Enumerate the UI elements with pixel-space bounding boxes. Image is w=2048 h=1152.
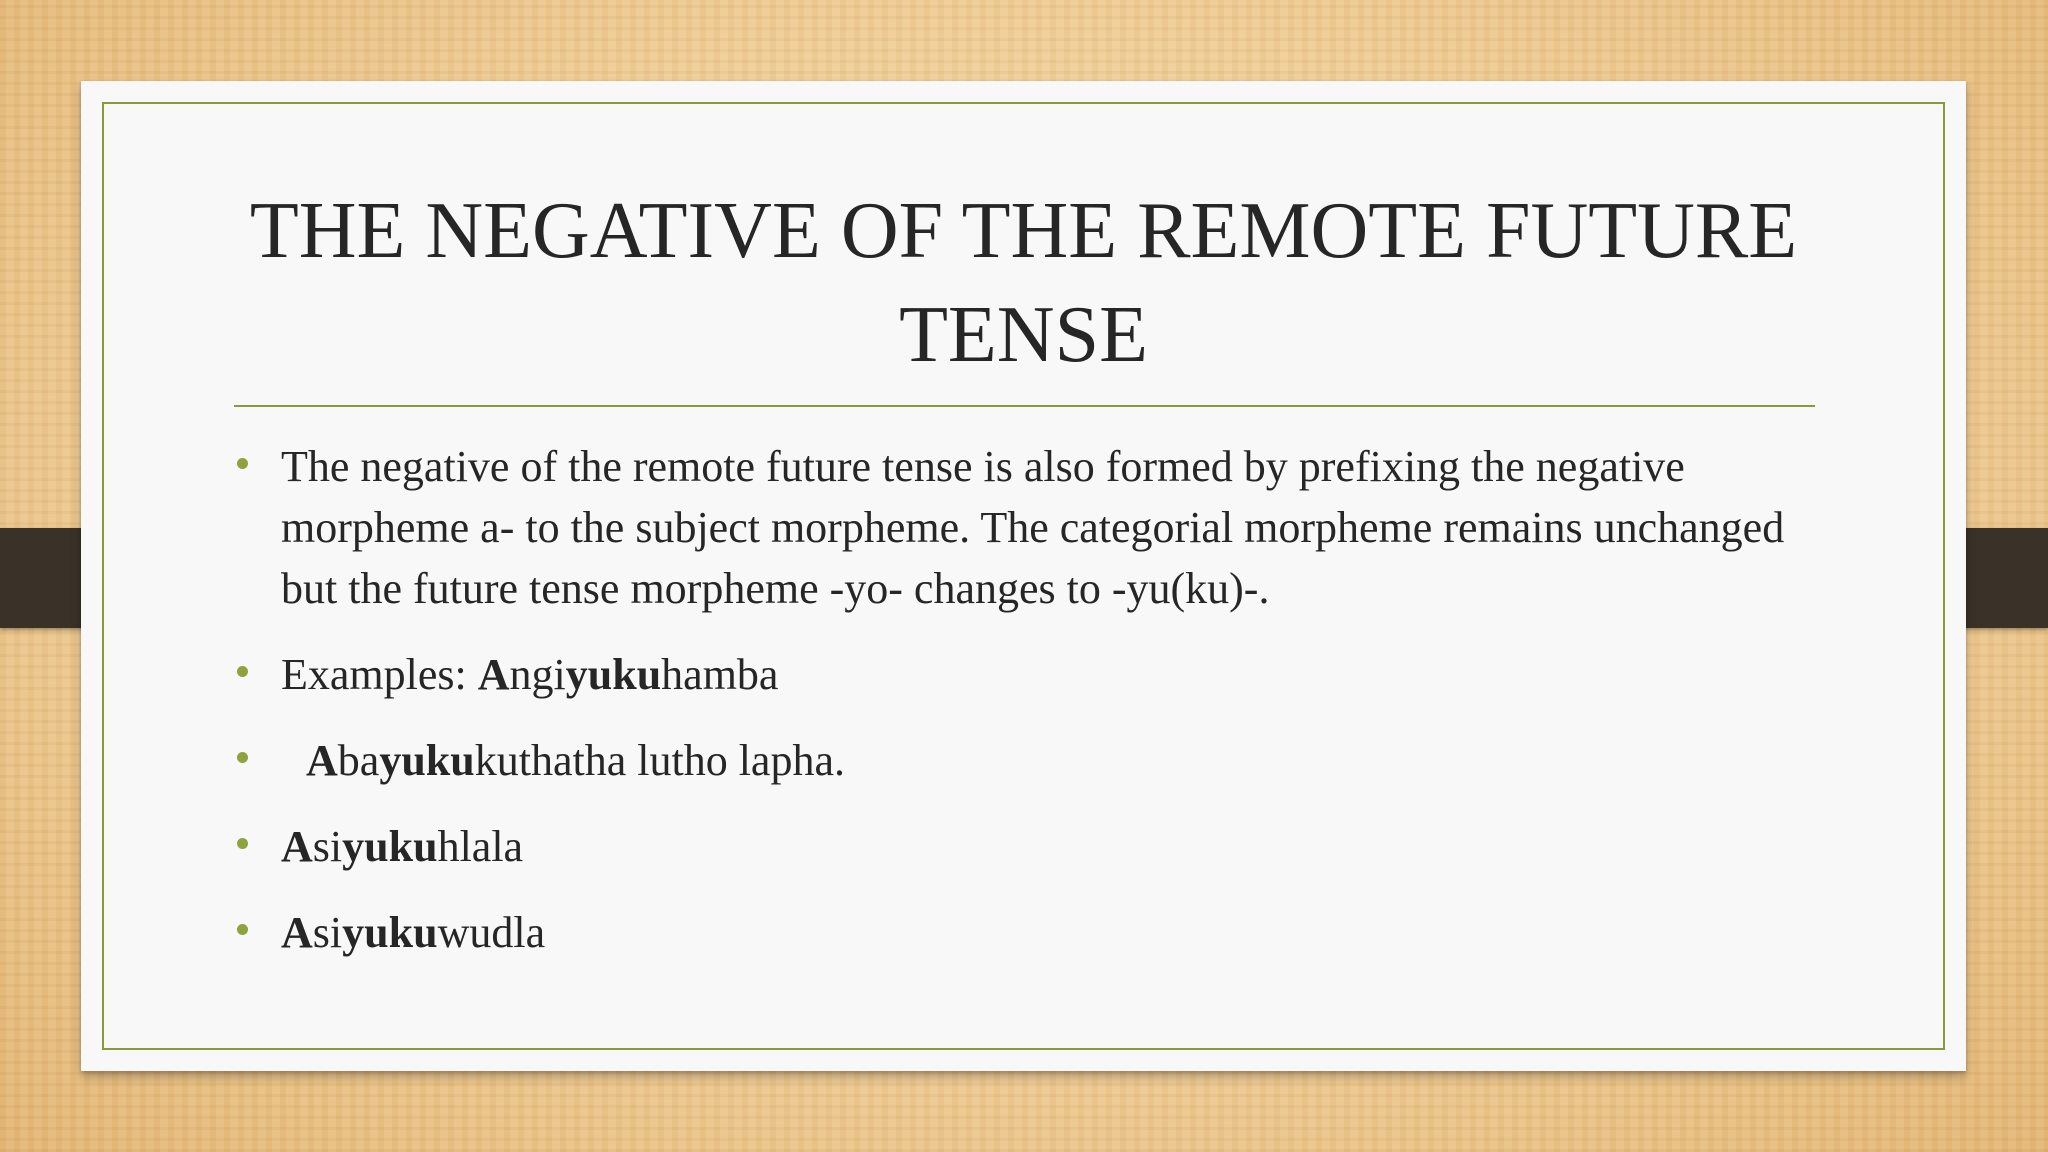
verb-stem: hamba [661, 650, 779, 699]
bullet-list [237, 436, 1827, 988]
subject-morpheme: si [312, 822, 343, 871]
bullet-item-description [237, 436, 1827, 619]
verb-stem: wudla [437, 908, 546, 957]
tense-morpheme: yuku [565, 650, 662, 699]
negative-prefix: A [477, 650, 510, 699]
tense-morpheme: yuku [342, 908, 438, 957]
negative-prefix: A [281, 908, 313, 957]
subject-morpheme: si [312, 908, 343, 957]
tense-morpheme: yuku [379, 736, 475, 785]
slide-card [81, 81, 1966, 1071]
bullet-dot-icon [237, 458, 248, 469]
verb-stem: kuthatha lutho lapha. [474, 736, 845, 785]
bullet-item-examples [237, 644, 1827, 705]
bullet-dot-icon [237, 752, 248, 763]
examples-label: Examples: [281, 650, 478, 699]
example-word [281, 736, 845, 785]
title-divider [234, 405, 1815, 407]
tense-morpheme: yuku [342, 822, 438, 871]
negative-prefix: A [281, 822, 313, 871]
verb-stem: hlala [437, 822, 524, 871]
bullet-dot-icon [237, 924, 248, 935]
bullet-item-example-2 [237, 730, 1827, 791]
bullet-text: The negative of the remote future tense is also formed by prefixing the negative morpheme a- to the subject morpheme. The categorial morpheme remains unchanged but the future tense morpheme -yo- changes to -yu(ku)-. [281, 442, 1785, 613]
subject-morpheme: ba [337, 736, 380, 785]
bullet-dot-icon [237, 666, 248, 677]
bullet-dot-icon [237, 838, 248, 849]
bullet-item-example-3 [237, 816, 1827, 877]
slide-title: THE NEGATIVE OF THE REMOTE FUTURE TENSE [249, 187, 1798, 379]
negative-prefix: A [306, 736, 338, 785]
bullet-item-example-4 [237, 902, 1827, 963]
subject-morpheme: ngi [509, 650, 566, 699]
